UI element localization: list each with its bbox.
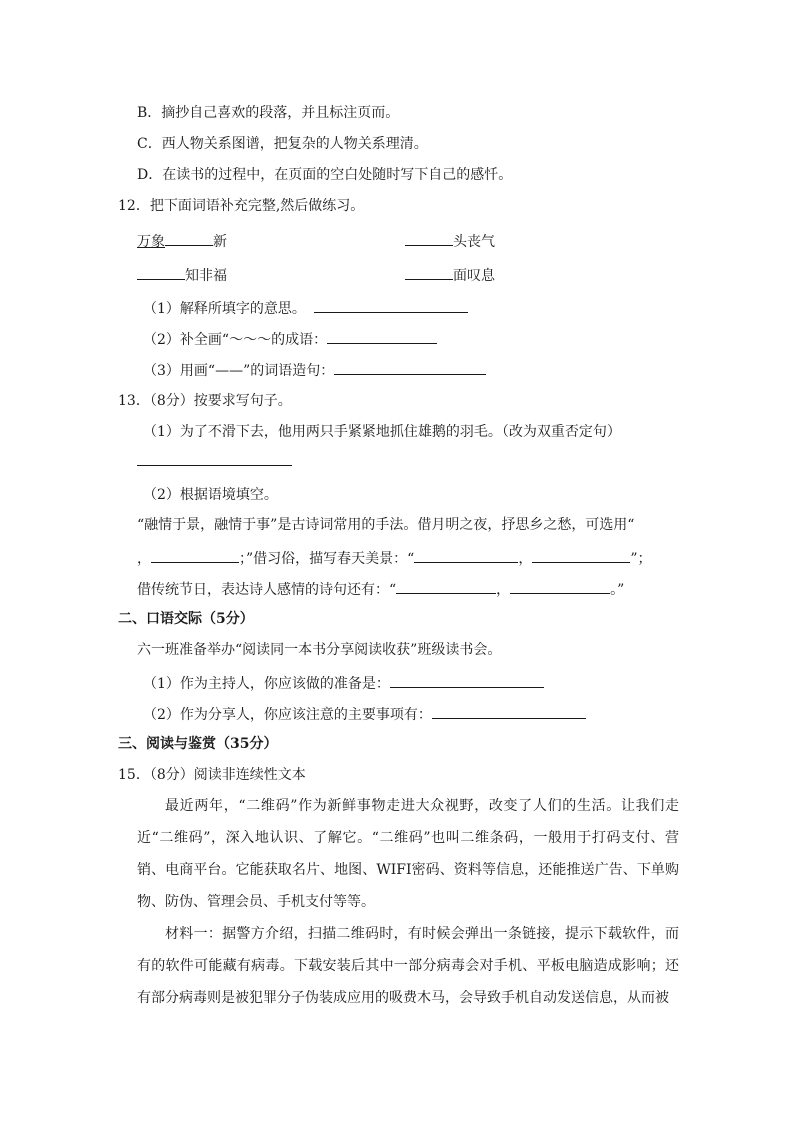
idiom-4-text: 面叹息 [453, 268, 495, 284]
idiom-3-text: 知非福 [185, 268, 227, 284]
q13-blank-2[interactable] [414, 547, 518, 563]
option-b: B．摘抄自己喜欢的段落，并且标注页而。 [137, 105, 400, 121]
passage-intro: 最近两年，“二维码”作为新鲜事物走进大众视野，改变了人们的生活。让我们走近“二维码”，深入地认识、了解它。“二维码”也叫二维条码，一般用于打码支付、营销、电商平台。它能获取名片、地图、WIFI密码、资料等信息，还能推送广告、下单购物、防伪、管理会员、手机支付等等。 [137, 798, 679, 910]
q12-sub-2 [143, 328, 437, 350]
idiom-3-blank[interactable] [137, 264, 185, 280]
q13-line2-comma: ， [137, 551, 151, 567]
section-2-sub-2-text: （2）作为分享人，你应该注意的主要事项有： [143, 707, 432, 723]
question-13-title: 13．（8分）按要求写句子。 [118, 393, 292, 409]
q12-sub-1 [143, 297, 468, 319]
idiom-1-part-b: 新 [213, 234, 227, 250]
q13-line2-end: ”； [630, 551, 652, 567]
q13-line2-comma-2: ， [518, 551, 533, 567]
q13-blank-3[interactable] [532, 547, 630, 563]
idiom-3 [137, 264, 227, 286]
q12-sub-2-text: （2）补全画“～～～的成语： [143, 332, 328, 348]
idiom-2 [405, 230, 495, 252]
section-2-sub-2 [143, 703, 586, 725]
section-2-intro: 六一班准备举办“阅读同一本书分享阅读收获”班级读书会。 [137, 642, 502, 658]
passage-material-1: 材料一：据警方介绍，扫描二维码时，有时候会弹出一条链接，提示下载软件，而有的软件可能藏有病毒。下载安装后其中一部分病毒会对手机、平板电脑造成影响；还有部分病毒则是被犯罪分子伪装成应用的吸费木马，会导致手机自动发送信息，从而被 [137, 926, 679, 1006]
question-12-title: 12．把下面词语补充完整,然后做练习。 [118, 198, 365, 214]
section-2-sub-1-text: （1）作为主持人，你应该做的准备是： [143, 676, 390, 692]
q13-sub-1: （1）为了不滑下去，他用两只手紧紧地抓住雄鹅的羽毛。（改为双重否定句） [143, 424, 621, 440]
q13-line3-end: 。” [610, 582, 625, 598]
q12-sub-3 [143, 359, 486, 381]
section-2-sub-1 [143, 672, 544, 694]
q13-blank-4[interactable] [396, 578, 496, 594]
idiom-1 [137, 230, 227, 252]
section-3-title: 三、阅读与鉴赏（35分） [118, 736, 278, 752]
section-2-title: 二、口语交际（5分） [118, 611, 254, 627]
q12-sub-1-blank[interactable] [314, 297, 468, 313]
q13-line2-middle: ；”借习俗，描写春天美景：“ [239, 551, 415, 567]
idiom-1-blank[interactable] [165, 230, 213, 246]
q13-context-line-3 [137, 578, 624, 600]
idiom-4-blank[interactable] [405, 264, 453, 280]
q13-sub-2: （2）根据语境填空。 [143, 487, 278, 503]
idiom-1-part-a: 万象 [137, 234, 165, 250]
q12-sub-1-text: （1）解释所填字的意思。 [143, 301, 306, 317]
q12-sub-3-text: （3）用画“——”的词语造句： [143, 363, 335, 379]
q13-sub-1-answer [137, 450, 292, 472]
q13-context-line-1: “融情于景，融情于事”是古诗词常用的手法。借月明之夜，抒思乡之愁，可选用“ [137, 517, 635, 533]
idiom-4 [405, 264, 495, 286]
idiom-2-text: 头丧气 [453, 234, 495, 250]
q12-sub-3-blank[interactable] [334, 359, 486, 375]
q13-context-line-2 [137, 547, 652, 569]
q13-blank-5[interactable] [510, 578, 610, 594]
option-d: D．在读书的过程中，在页面的空白处随时写下自己的感忏。 [137, 167, 513, 183]
section-2-sub-2-blank[interactable] [432, 703, 586, 719]
q13-sub-1-blank[interactable] [137, 450, 292, 466]
question-15-title: 15．（8分）阅读非连续性文本 [118, 767, 306, 783]
q13-blank-1[interactable] [151, 547, 239, 563]
idiom-2-blank[interactable] [405, 230, 453, 246]
option-c: C．西人物关系图谱，把复杂的人物关系理清。 [137, 136, 428, 152]
section-2-sub-1-blank[interactable] [390, 672, 544, 688]
q12-sub-2-blank[interactable] [327, 328, 437, 344]
q13-line3-text: 借传统节日，表达诗人感情的诗句还有：“ [137, 582, 397, 598]
q13-line3-comma: ， [496, 582, 511, 598]
